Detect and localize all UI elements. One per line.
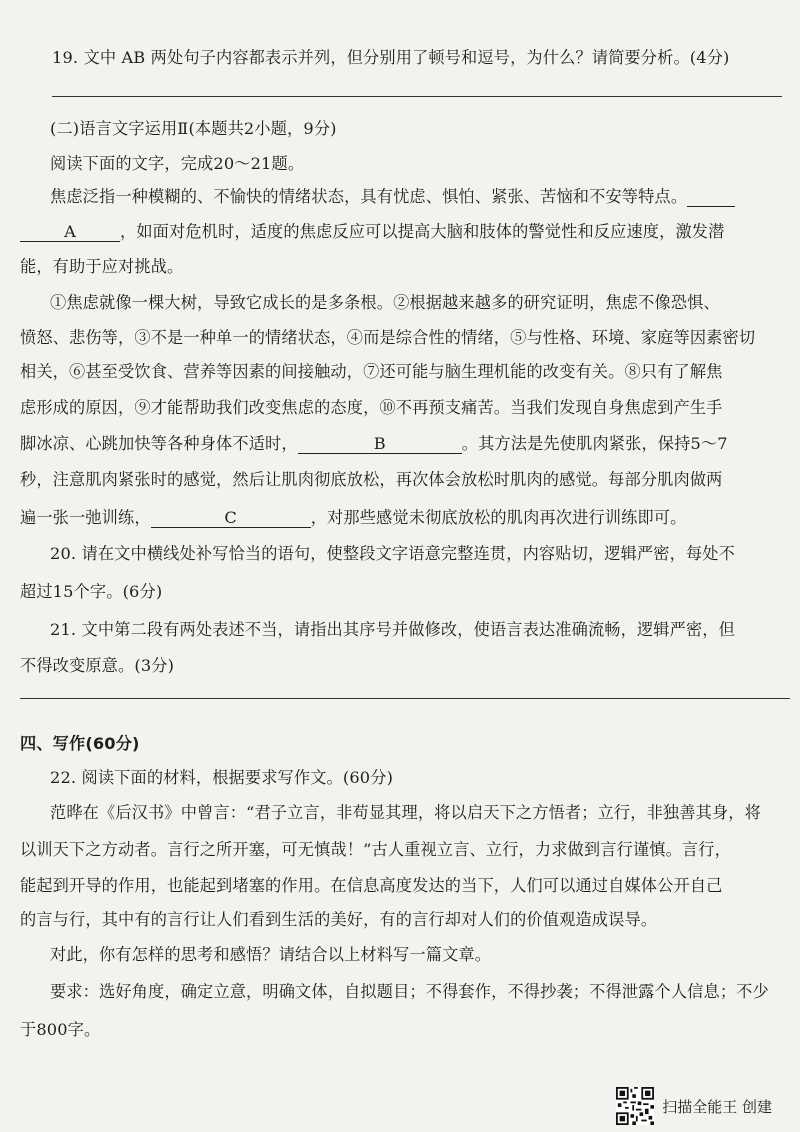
question-21-line2: 不得改变原意。(3分) (20, 656, 175, 675)
requirements-line1: 要求：选好角度，确定立意，明确文体，自拟题目；不得套作，不得抄袭；不得泄露个人信息；不少 (50, 982, 769, 1001)
blank-a[interactable]: A (20, 223, 120, 242)
scanner-watermark-text: 扫描全能王 创建 (662, 1097, 772, 1116)
question-21-line1: 21. 文中第二段有两处表述不当，请指出其序号并做修改，使语言表达准确流畅，逻辑严密，但 (50, 620, 735, 639)
question-19: 19. 文中 AB 两处句子内容都表示并列，但分别用了顿号和逗号，为什么？请简要分析。(4分) (52, 48, 730, 67)
blank-c[interactable]: C (151, 509, 311, 528)
passage-text: ，如面对危机时，适度的焦虑反应可以提高大脑和肢体的警觉性和反应速度，激发潜 (120, 222, 725, 241)
passage-p2-line1: ①焦虑就像一棵大树，导致它成长的是多条根。②根据越来越多的研究证明，焦虑不像恐惧、 (50, 293, 720, 312)
writing-prompt: 对此，你有怎样的思考和感悟？请结合以上材料写一篇文章。 (50, 945, 492, 964)
passage-text: 遍一张一弛训练， (20, 508, 151, 527)
question-20-line2: 超过15个字。(6分) (20, 582, 163, 601)
passage-p2-line2: 愤怒、悲伤等，③不是一种单一的情绪状态，④而是综合性的情绪，⑤与性格、环境、家庭等因素密切 (20, 328, 756, 347)
passage-p2-line6: 秒，注意肌肉紧张时的感觉，然后让肌肉彻底放松，再次体会放松时肌肉的感觉。每部分肌肉做两 (20, 470, 723, 489)
passage-p2-line4: 虑形成的原因，⑨才能帮助我们改变焦虑的态度，⑩不再预支痛苦。当我们发现自身焦虑到产生手 (20, 398, 723, 417)
passage-p1-line1 (50, 183, 782, 207)
qr-code-icon (616, 1087, 654, 1125)
material-line4: 的言与行，其中有的言行让人们看到生活的美好，有的言行却对人们的价值观造成误导。 (20, 910, 658, 929)
passage-p2-line7 (20, 504, 782, 528)
passage-text: 。其方法是先使肌肉紧张，保持5～7 (461, 434, 728, 453)
passage-text: 焦虑泛指一种模糊的、不愉快的情绪状态，具有忧虑、惧怕、紧张、苦恼和不安等特点。 (50, 187, 688, 206)
scanner-watermark (616, 1087, 772, 1125)
question-22: 22. 阅读下面的材料，根据要求写作文。(60分) (50, 768, 394, 787)
answer-line-19 (52, 96, 782, 97)
material-line3: 能起到开导的作用，也能起到堵塞的作用。在信息高度发达的当下，人们可以通过自媒体公开自己 (20, 876, 723, 895)
passage-p2-line3: 相关，⑥甚至受饮食、营养等因素的间接触动，⑦还可能与脑生理机能的改变有关。⑧只有了解焦 (20, 362, 723, 381)
blank-b[interactable]: B (298, 435, 462, 454)
passage-p1-line3: 能，有助于应对挑战。 (20, 257, 184, 276)
section-2-instruction: 阅读下面的文字，完成20～21题。 (50, 154, 305, 173)
passage-text: ，对那些感觉未彻底放松的肌肉再次进行训练即可。 (310, 508, 687, 527)
answer-line-21 (20, 698, 790, 699)
passage-p2-line5 (20, 430, 782, 454)
passage-p1-line2 (20, 218, 782, 242)
blank-a-prefix[interactable] (687, 188, 735, 207)
writing-heading: 四、写作(60分) (20, 734, 140, 753)
section-2-heading: (二)语言文字运用Ⅱ(本题共2小题，9分) (50, 119, 337, 138)
question-20-line1: 20. 请在文中横线处补写恰当的语句，使整段文字语意完整连贯，内容贴切，逻辑严密，每处不 (50, 544, 735, 563)
material-line2: 以训天下之方动者。言行之所开塞，可无慎哉！”古人重视立言、立行，力求做到言行谨慎。言行， (20, 840, 731, 859)
passage-text: 脚冰凉、心跳加快等各种身体不适时， (20, 434, 298, 453)
material-line1: 范晔在《后汉书》中曾言：“君子立言，非苟显其理，将以启天下之方悟者；立行，非独善其身，将 (50, 803, 761, 822)
requirements-line2: 于800字。 (20, 1020, 101, 1039)
